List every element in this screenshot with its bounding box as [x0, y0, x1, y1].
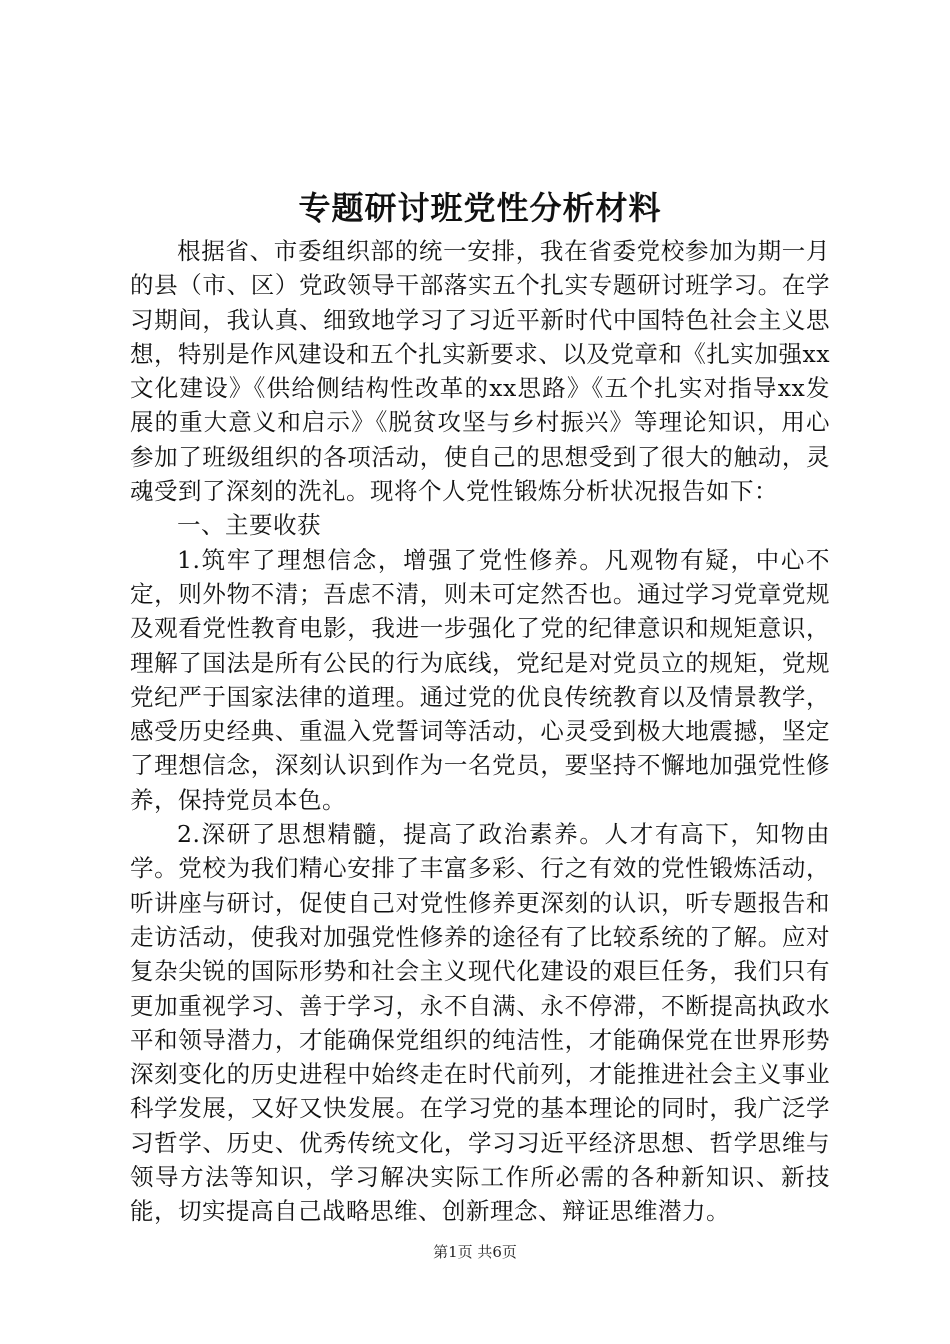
paragraph-gain-2: 2.深研了思想精髓，提高了政治素养。人才有高下，知物由学。党校为我们精心安排了丰富多彩、行之有效的党性锻炼活动，听讲座与研讨，促使自己对党性修养更深刻的认识，听专题报告和走访活动，使我对加强党性修养的途径有了比较系统的了解。应对复杂尖锐的国际形势和社会主义现代化建设的艰巨任务，我们只有更加重视学习、善于学习，永不自满、永不停滞，不断提高执政水平和领导潜力，才能确保党组织的纯洁性，才能确保党在世界形势深刻变化的历史进程中始终走在时代前列，才能推进社会主义事业科学发展，又好又快发展。在学习党的基本理论的同时，我广泛学习哲学、历史、优秀传统文化，学习习近平经济思想、哲学思维与领导方法等知识，学习解决实际工作所必需的各种新知识、新技能，切实提高自己战略思维、创新理念、辩证思维潜力。: [130, 820, 830, 1226]
page-number-footer: 第1页 共6页: [433, 1243, 517, 1261]
document-body: [130, 234, 830, 1229]
paragraph-gain-1: 1.筑牢了理想信念，增强了党性修养。凡观物有疑，中心不定，则外物不清；吾虑不清，则未可定然否也。通过学习党章党规及观看党性教育电影，我进一步强化了党的纪律意识和规矩意识，理解了国法是所有公民的行为底线，党纪是对党员立的规矩，党规党纪严于国家法律的道理。通过党的优良传统教育以及情景教学，感受历史经典、重温入党誓词等活动，心灵受到极大地震撼，坚定了理想信念，深刻认识到作为一名党员，要坚持不懈地加强党性修养，保持党员本色。: [130, 545, 830, 814]
paragraph-intro: 根据省、市委组织部的统一安排，我在省委党校参加为期一月的县（市、区）党政领导干部落实五个扎实专题研讨班学习。在学习期间，我认真、细致地学习了习近平新时代中国特色社会主义思想，特别是作风建设和五个扎实新要求、以及党章和《扎实加强xx文化建设》《供给侧结构性改革的xx思路》《五个扎实对指导xx发展的重大意义和启示》《脱贫攻坚与乡村振兴》等理论知识，用心参加了班级组织的各项活动，使自己的思想受到了很大的触动，灵魂受到了深刻的洗礼。现将个人党性锻炼分析状况报告如下：: [130, 237, 830, 506]
page-title: 专题研讨班党性分析材料: [298, 189, 662, 227]
section-heading-main-gains: 一、主要收获: [177, 511, 321, 540]
